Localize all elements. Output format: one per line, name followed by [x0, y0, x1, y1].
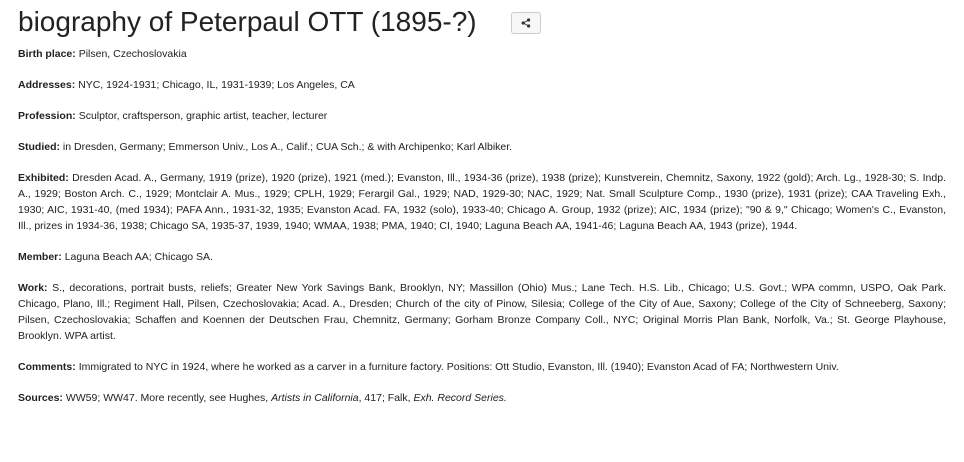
field-value: , 417; Falk, [358, 392, 414, 404]
field-value: in Dresden, Germany; Emmerson Univ., Los A., Calif.; CUA Sch.; & with Archipenko; Karl Albiker. [62, 141, 513, 153]
field-member [18, 249, 946, 265]
field-label: Studied: [18, 141, 60, 153]
source-title: Exh. Record Series. [413, 392, 507, 404]
field-value: NYC, 1924-1931; Chicago, IL, 1931-1939; Los Angeles, CA [78, 79, 355, 91]
field-label: Member: [18, 251, 62, 263]
field-addresses [18, 77, 946, 93]
biography-content [18, 46, 946, 406]
page-title: biography of Peterpaul OTT (1895-?) [18, 6, 477, 37]
field-value: Sculptor, craftsperson, graphic artist, teacher, lecturer [78, 110, 328, 122]
share-button[interactable] [511, 12, 541, 34]
field-label: Sources: [18, 392, 63, 404]
share-icon [521, 18, 531, 28]
field-label: Comments: [18, 361, 76, 373]
field-label: Work: [18, 282, 48, 294]
field-work [18, 280, 946, 344]
field-value: WW59; WW47. More recently, see Hughes, [65, 392, 272, 404]
field-value: Dresden Acad. A., Germany, 1919 (prize), 1920 (prize), 1921 (med.); Evanston, Ill., 1934-36 (prize), 1938 (prize); Kunstverein, Chemnitz, Saxony, 1922 (gold); Arch. Lg., 1928-30; S. Indp. A., 1929; Boston Arch. C., 1929; Montclair A. Mus., 1929; CPLH, 1929; Ferargil Gal., 1929; NAD, 1929-30; NAC, 1929; Nat. Small Sculpture Comp., 1930 (prize), 1931 (prize); CAA Traveling Exh., 1930; AIC, 1931-40, (med 1934); PAFA Ann., 1931-32, 1935; Evanston Acad. FA, 1932 (solo), 1933-40; Chicago A. Group, 1932 (prize); AIC, 1934 (prize); "90 & 9," Chicago; Women's C., Evanston, Ill., prizes in 1934-36, 1938; Chicago SA, 1935-37, 1939, 1940; WMAA, 1938; PMA, 1940; CI, 1940; Laguna Beach AA, 1941-46; Laguna Beach AA, 1943 (prize), 1944. [18, 172, 946, 232]
field-birth-place [18, 46, 946, 62]
source-title: Artists in California [271, 392, 359, 404]
field-value: S., decorations, portrait busts, reliefs; Greater New York Savings Bank, Brooklyn, NY; Massillon (Ohio) Mus.; Lane Tech. H.S. Lib., Chicago; U.S. Govt.; WPA commn, USPO, Oak Park. Chicago, Plano, Ill.; Regiment Hall, Pilsen, Czechoslovakia; Acad. A., Dresden; Church of the city of Pinow, Silesia; College of the City of Aue, Saxony; College of the City of Schneeberg, Saxony; Pilsen, Czechoslovakia; Schaffen and Koennen der Deutschen Frau, Chemnitz, Germany; Gorham Bronze Company Coll., NYC; Original Morris Plan Bank, Norfolk, Va.; St. George Playhouse, Brooklyn. WPA artist. [18, 282, 947, 342]
field-label: Profession: [18, 110, 76, 122]
field-value: Laguna Beach AA; Chicago SA. [64, 251, 213, 263]
title-row [18, 0, 946, 44]
field-sources [18, 390, 946, 406]
field-profession [18, 108, 946, 124]
field-comments [18, 359, 946, 375]
field-value: Pilsen, Czechoslovakia [78, 48, 187, 60]
field-label: Birth place: [18, 48, 76, 60]
field-value: Immigrated to NYC in 1924, where he worked as a carver in a furniture factory. Positions: Ott Studio, Evanston, Ill. (1940); Evanston Acad of FA; Northwestern Univ. [78, 361, 839, 373]
field-label: Exhibited: [18, 172, 69, 184]
field-exhibited [18, 170, 946, 234]
field-studied [18, 139, 946, 155]
field-label: Addresses: [18, 79, 76, 91]
